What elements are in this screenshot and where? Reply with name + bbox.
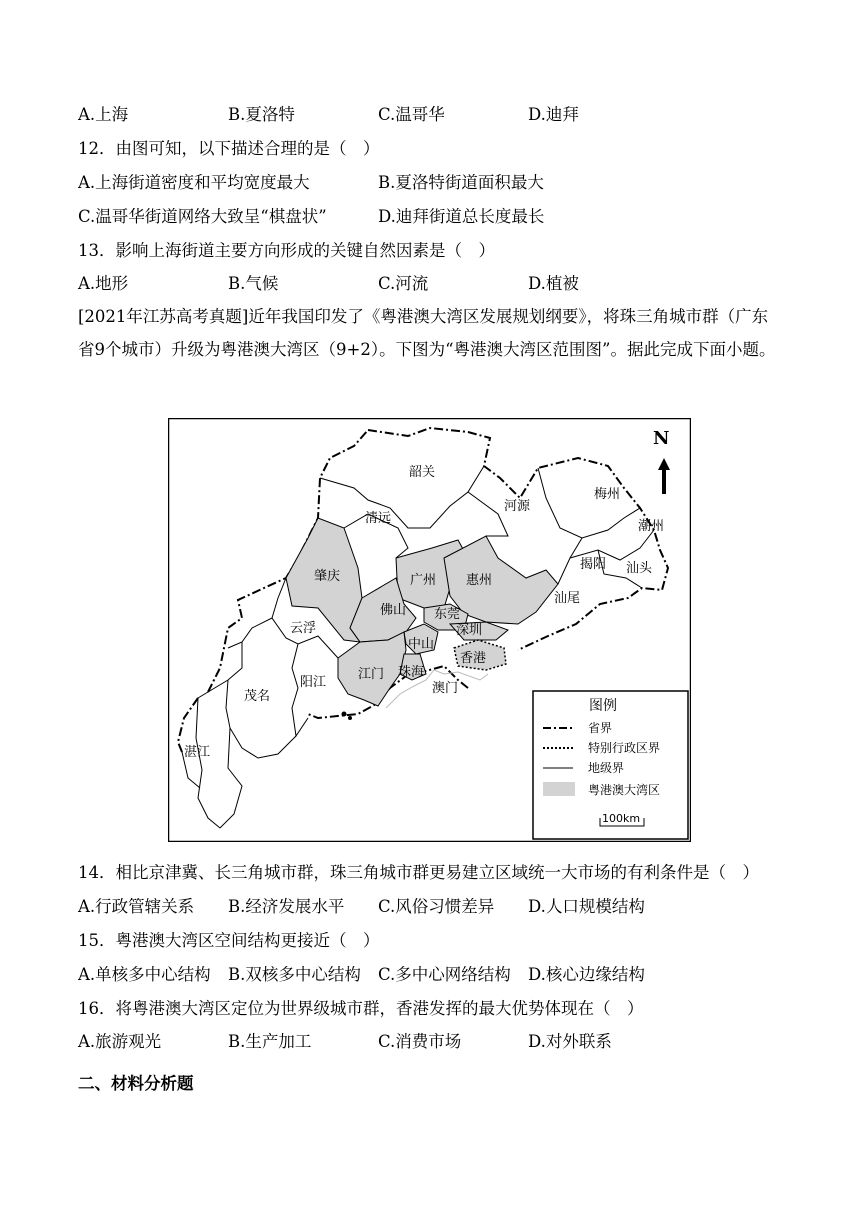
q11-option-a: A.上海: [78, 105, 129, 124]
q11-option-c: C.温哥华: [378, 105, 445, 124]
q14-option-b: B.经济发展水平: [228, 897, 345, 916]
label-foshan: 佛山: [380, 603, 407, 618]
q12-option-d: D.迪拜街道总长度最长: [378, 207, 545, 226]
map-legend: [533, 691, 688, 839]
legend-prefecture-label: 地级界: [588, 761, 625, 775]
q14-option-c: C.风俗习惯差异: [378, 897, 495, 916]
label-meizhou: 梅州: [594, 487, 621, 502]
q15-stem: 15．粤港澳大湾区空间结构更接近（ ）: [78, 931, 380, 950]
label-macau: 澳门: [432, 681, 459, 696]
island-dot: [348, 716, 352, 720]
label-hongkong: 香港: [460, 651, 487, 666]
legend-province-label: 省界: [588, 721, 613, 735]
q12-option-b: B.夏洛特街道面积最大: [378, 173, 544, 192]
label-yunfu: 云浮: [290, 621, 317, 636]
label-shantou: 汕头: [626, 561, 653, 576]
label-maoming: 茂名: [244, 689, 271, 704]
label-jieyang: 揭阳: [580, 557, 607, 572]
q14-option-a: A.行政管辖关系: [78, 897, 195, 916]
q16-option-d: D.对外联系: [528, 1032, 612, 1051]
label-yangjiang: 阳江: [300, 675, 327, 690]
q15-option-a: A.单核多中心结构: [78, 965, 211, 984]
legend-title: 图例: [589, 698, 617, 714]
q15-option-d: D.核心边缘结构: [528, 965, 645, 984]
label-dongguan: 东莞: [434, 607, 461, 622]
material-paragraph: [2021年江苏高考真题]近年我国印发了《粤港澳大湾区发展规划纲要》，将珠三角城市群（广东省9个城市）升级为粤港澳大湾区（9+2）。下图为“粤港澳大湾区范围图”。据此完成下面小题。: [78, 307, 776, 359]
label-qingyuan: 清远: [365, 511, 392, 526]
label-zhongshan: 中山: [408, 637, 435, 652]
label-shenzhen: 深圳: [456, 623, 483, 638]
q16-option-b: B.生产加工: [228, 1032, 312, 1051]
q14-option-d: D.人口规模结构: [528, 897, 645, 916]
q13-option-d: D.植被: [528, 274, 579, 293]
q13-option-a: A.地形: [78, 274, 129, 293]
island-dot: [342, 712, 347, 717]
q13-option-b: B.气候: [228, 274, 279, 293]
label-zhaoqing: 肇庆: [314, 569, 341, 584]
legend-sar-label: 特别行政区界: [588, 741, 661, 755]
label-shaoguan: 韶关: [409, 465, 436, 480]
q16-option-c: C.消费市场: [378, 1032, 462, 1051]
section-heading-material-analysis: 二、材料分析题: [78, 1074, 194, 1093]
label-heyuan: 河源: [504, 499, 531, 514]
legend-bay-label: 粤港澳大湾区: [588, 783, 661, 797]
label-jiangmen: 江门: [358, 667, 385, 682]
q12-option-a: A.上海街道密度和平均宽度最大: [78, 173, 310, 192]
label-shanwei: 汕尾: [554, 591, 581, 606]
q11-option-d: D.迪拜: [528, 105, 579, 124]
label-chaozhou: 潮州: [638, 519, 665, 534]
q16-stem: 16．将粤港澳大湾区定位为世界级城市群，香港发挥的最大优势体现在（ ）: [78, 999, 644, 1018]
q12-stem: 12．由图可知，以下描述合理的是（ ）: [78, 139, 380, 158]
label-huizhou: 惠州: [466, 573, 493, 588]
q15-option-b: B.双核多中心结构: [228, 965, 361, 984]
q16-option-a: A.旅游观光: [78, 1032, 162, 1051]
q11-option-b: B.夏洛特: [228, 105, 295, 124]
scale-label: 100km: [602, 812, 641, 825]
north-label: N: [653, 428, 670, 449]
q14-stem: 14．相比京津冀、长三角城市群，珠三角城市群更易建立区域统一大市场的有利条件是（ ）: [78, 863, 759, 882]
label-zhuhai: 珠海: [398, 665, 425, 680]
q13-stem: 13．影响上海街道主要方向形成的关键自然因素是（ ）: [78, 241, 495, 260]
q15-option-c: C.多中心网络结构: [378, 965, 511, 984]
greater-bay-area-map: [168, 418, 691, 842]
label-guangzhou: 广州: [410, 573, 437, 588]
legend-bay-symbol: [543, 782, 575, 796]
label-zhanjiang: 湛江: [184, 745, 211, 760]
q12-option-c: C.温哥华街道网络大致呈“棋盘状”: [78, 207, 327, 226]
q13-option-c: C.河流: [378, 274, 429, 293]
